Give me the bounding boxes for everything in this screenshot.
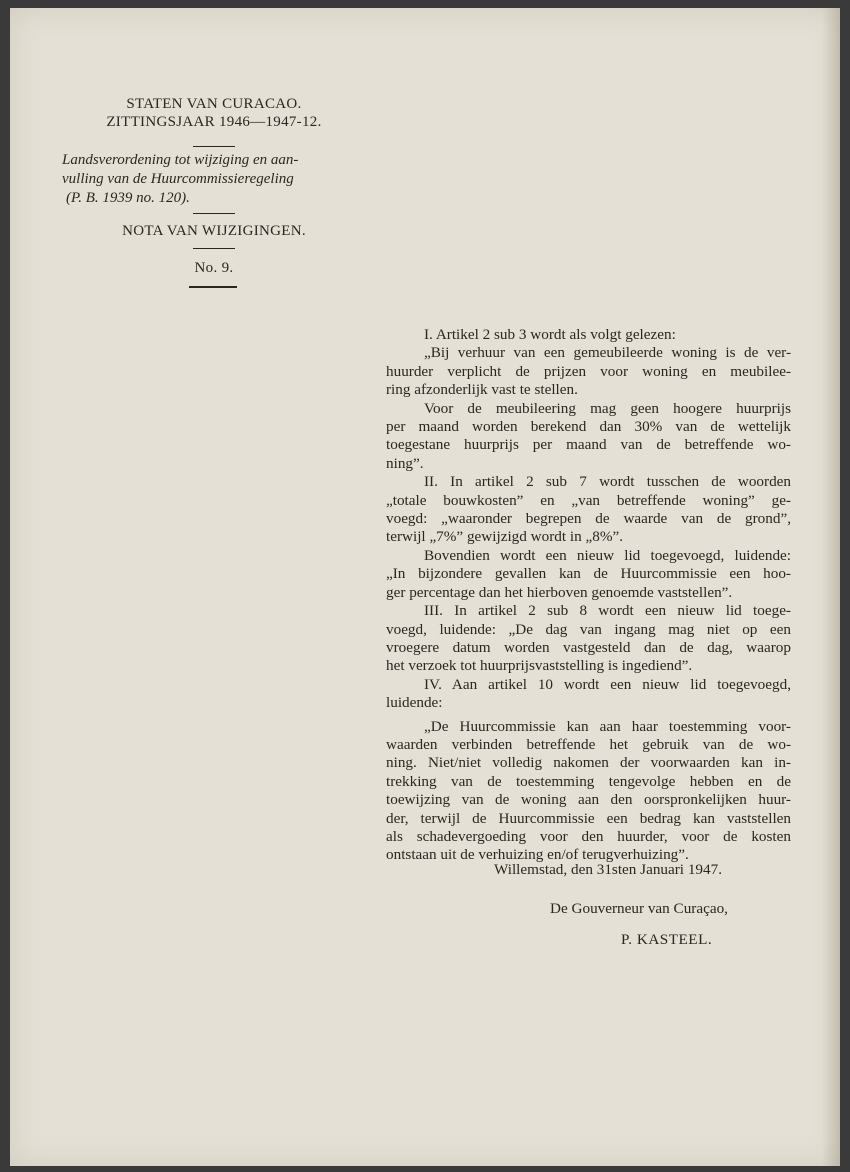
body-line: ontstaan uit de verhuizing en/of terugverhuizing”. [386, 846, 689, 864]
body-line: der, terwijl de Huurcommissie een bedrag kan vaststellen [386, 809, 791, 827]
body-line: II. In artikel 2 sub 7 wordt tusschen de woorden [424, 473, 791, 491]
divider-rule [189, 286, 237, 288]
body-line: toegestane huurprijs per maand van de betreffende wo- [386, 436, 791, 454]
body-line: I. Artikel 2 sub 3 wordt als volgt gelezen: [424, 326, 676, 343]
header-line-2: ZITTINGSJAAR 1946—1947-12. [106, 114, 322, 130]
place-date: Willemstad, den 31sten Januari 1947. [494, 861, 722, 878]
header-line-1: STATEN VAN CURACAO. [126, 96, 302, 112]
signatory-name: P. KASTEEL. [621, 931, 713, 948]
body-line: per maand worden berekend dan 30% van de wettelijk [386, 418, 791, 436]
document-page [10, 8, 840, 1166]
body-line: III. In artikel 2 sub 8 wordt een nieuw lid toege- [424, 602, 791, 620]
body-line: terwijl „7%” gewijzigd wordt in „8%”. [386, 528, 624, 546]
body-line: „De Huurcommissie kan aan haar toestemming voor- [424, 717, 791, 735]
note-heading: NOTA VAN WIJZIGINGEN. [122, 223, 306, 239]
header-block [64, 95, 364, 131]
paper-edge-shadow [822, 8, 840, 1166]
body-line: ning. Niet/niet volledig nakomen der voorwaarden kan in- [386, 754, 791, 772]
body-line: waarden verbinden betreffende het gebruik van de wo- [386, 735, 791, 753]
ordinance-title-line: Landsverordening tot wijziging en aan- [62, 152, 299, 168]
divider-rule [193, 248, 235, 249]
body-line: trekking van de toestemming tengevolge hebben en de [386, 772, 791, 790]
body-line: Voor de meubileering mag geen hoogere huurprijs [424, 399, 791, 417]
body-line: „Bij verhuur van een gemeubileerde woning is de ver- [424, 344, 791, 362]
ordinance-title-line: (P. B. 1939 no. 120). [66, 190, 190, 206]
document-number: No. 9. [194, 260, 234, 276]
body-line: ning”. [386, 454, 424, 472]
body-line: „totale bouwkosten” en „van betreffende woning” ge- [386, 491, 791, 509]
ordinance-title-line: vulling van de Huurcommissieregeling [62, 171, 294, 187]
body-line: als schadevergoeding voor den huurder, voor de kosten [386, 827, 791, 845]
signatory-role: De Gouverneur van Curaçao, [550, 900, 728, 917]
body-line: ger percentage dan het hierboven genoemde vaststellen”. [386, 583, 733, 601]
ordinance-title [62, 151, 362, 208]
body-line: het verzoek tot huurprijsvaststelling is ingediend”. [386, 657, 693, 675]
body-line: „In bijzondere gevallen kan de Huurcommissie een hoo- [386, 565, 791, 583]
divider-rule [193, 146, 235, 147]
body-line: IV. Aan artikel 10 wordt een nieuw lid toegevoegd, [424, 675, 791, 693]
body-line: ring afzonderlijk vast te stellen. [386, 381, 578, 399]
note-heading-wrap [64, 222, 364, 240]
body-line: voegd: „waaronder begrepen de waarde van de grond”, [386, 510, 791, 528]
body-line: luidende: [386, 694, 443, 712]
body-line: toewijzing van de woning aan den oorspronkelijken huur- [386, 791, 791, 809]
body-line: Bovendien wordt een nieuw lid toegevoegd, luidende: [424, 546, 791, 564]
body-line: vroegere datum worden vastgesteld dan de dag, waarop [386, 638, 791, 656]
divider-rule [193, 213, 235, 214]
number-wrap [64, 259, 364, 277]
body-line: huurder verplicht de prijzen voor woning en meubilee- [386, 362, 791, 380]
amendments-body [386, 326, 791, 865]
body-line: voegd, luidende: „De dag van ingang mag niet op een [386, 620, 791, 638]
